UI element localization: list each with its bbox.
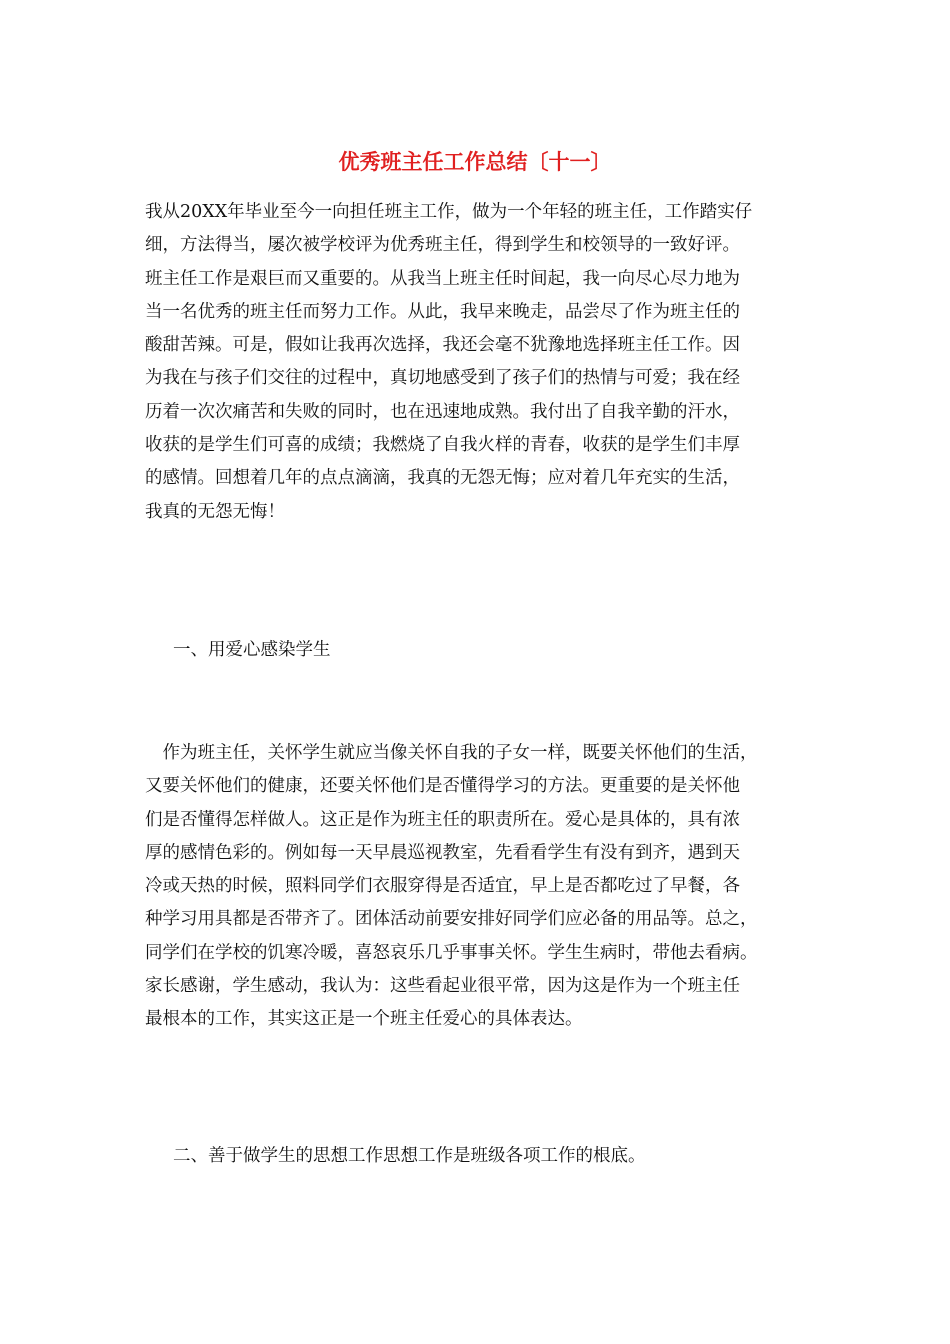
document-title: 优秀班主任工作总结〔十一〕 [338,149,612,174]
paragraph-line: 为我在与孩子们交往的过程中，真切地感受到了孩子们的热情与可爱；我在经 [145,368,740,389]
paragraph-line: 同学们在学校的饥寒冷暖，喜怒哀乐几乎事事关怀。学生生病时，带他去看病。 [145,942,758,963]
intro-paragraph [145,196,810,529]
paragraph-line: 冷或天热的时候，照料同学们衣服穿得是否适宜，早上是否都吃过了早餐，各 [145,876,740,897]
paragraph-line: 家长感谢，学生感动，我认为：这些看起业很平常，因为这是作为一个班主任 [145,976,740,997]
paragraph-line: 的感情。回想着几年的点点滴滴，我真的无怨无悔；应对着几年充实的生活， [145,468,740,489]
paragraph-line: 酸甜苦辣。可是，假如让我再次选择，我还会毫不犹豫地选择班主任工作。因 [145,335,740,356]
paragraph-line: 历着一次次痛苦和失败的同时，也在迅速地成熟。我付出了自我辛勤的汗水， [145,401,740,422]
section-heading-2: 二、善于做学生的思想工作思想工作是班级各项工作的根底。 [173,1146,646,1166]
paragraph-line: 厚的感情色彩的。例如每一天早晨巡视教室，先看看学生有没有到齐，遇到天 [145,842,740,863]
paragraph-line: 作为班主任，关怀学生就应当像关怀自我的子女一样，既要关怀他们的生活， [145,743,758,763]
paragraph-line: 细，方法得当，屡次被学校评为优秀班主任，得到学生和校领导的一致好评。 [145,235,740,256]
paragraph-line: 又要关怀他们的健康，还要关怀他们是否懂得学习的方法。更重要的是关怀他 [145,776,740,797]
paragraph-line: 收获的是学生们可喜的成绩；我燃烧了自我火样的青春，收获的是学生们丰厚 [145,435,740,456]
paragraph-line: 当一名优秀的班主任而努力工作。从此，我早来晚走，品尝尽了作为班主任的 [145,301,740,322]
paragraph-line: 种学习用具都是否带齐了。团体活动前要安排好同学们应必备的用品等。总之， [145,909,758,930]
paragraph-line: 班主任工作是艰巨而又重要的。从我当上班主任时间起，我一向尽心尽力地为 [145,268,740,289]
paragraph-line: 们是否懂得怎样做人。这正是作为班主任的职责所在。爱心是具体的，具有浓 [145,809,740,830]
paragraph-line: 最根本的工作，其实这正是一个班主任爱心的具体表达。 [145,1009,583,1030]
section1-paragraph [145,737,810,1037]
paragraph-line: 我从20XX年毕业至今一向担任班主工作，做为一个年轻的班主任，工作踏实仔 [145,202,753,222]
paragraph-line: 我真的无怨无悔！ [145,501,285,522]
section-heading-1: 一、用爱心感染学生 [173,640,331,660]
